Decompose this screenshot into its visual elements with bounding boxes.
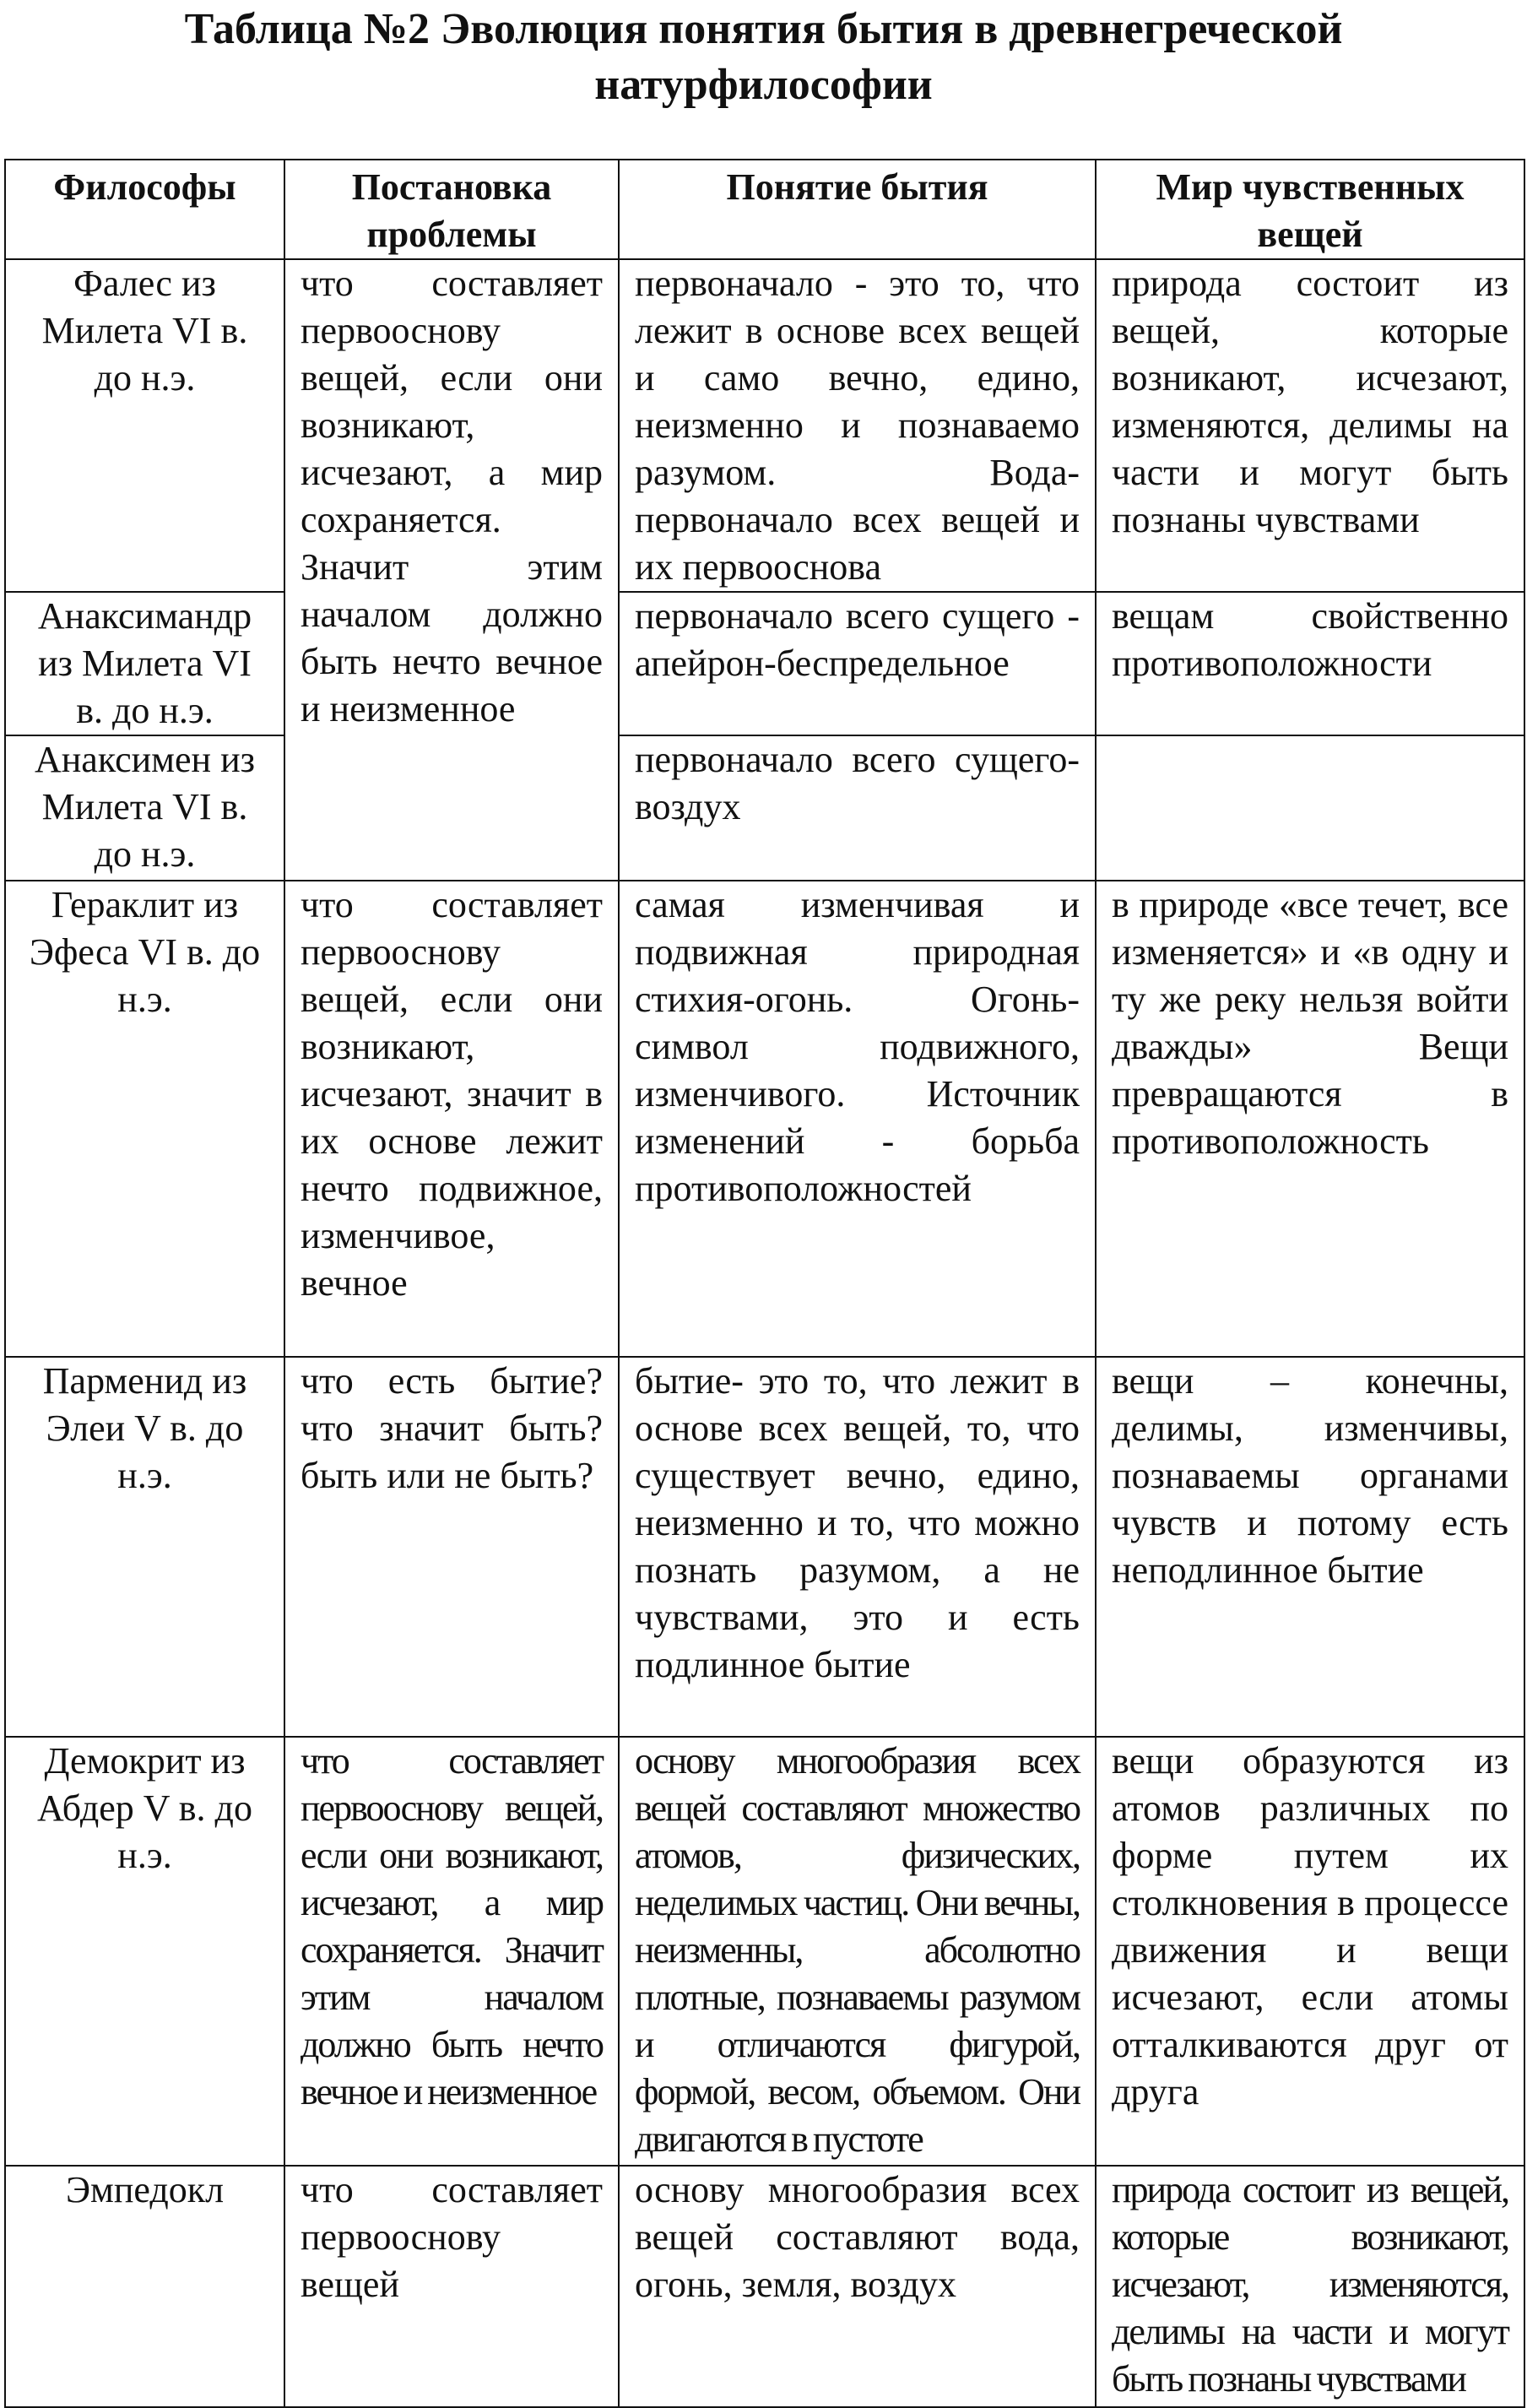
table-row xyxy=(5,259,1524,592)
problem-cell: что составляет первооснову вещей xyxy=(284,2166,619,2407)
being-cell: основу многообразия всех вещей составляют множество атомов, физических, неделимых частиц. Они вечны, неизменны, абсолютно плотные, познаваемы разумом и отличаются фигурой, формой, весом, объемом. Они двигаются в пустоте xyxy=(619,1737,1096,2166)
world-cell: вещам свойственно противоположности xyxy=(1096,592,1524,735)
page-title xyxy=(0,2,1527,113)
title-line-1: Таблица №2 Эволюция понятия бытия в древнегреческой xyxy=(184,5,1343,53)
header-problem: Постановка проблемы xyxy=(284,160,619,259)
problem-cell: что составляет первооснову вещей, если они возникают, исчезают, значит в их основе лежит нечто подвижное, изменчивое, вечное xyxy=(284,881,619,1357)
problem-cell: что есть бытие? что значит быть? быть или не быть? xyxy=(284,1357,619,1737)
header-world: Мир чувственных вещей xyxy=(1096,160,1524,259)
title-line-2: натурфилософии xyxy=(594,61,933,109)
world-cell: природа состоит из вещей, которые возникают, исчезают, изменяются, делимы на части и могут быть познаны чувствами xyxy=(1096,259,1524,592)
philosopher-cell: Фалес из Милета VI в. до н.э. xyxy=(5,259,284,592)
table-row xyxy=(5,735,1524,881)
world-cell: природа состоит из вещей, которые возникают, исчезают, изменяются, делимы на части и могут быть познаны чувствами xyxy=(1096,2166,1524,2407)
world-cell: вещи – конечны, делимы, изменчивы, познаваемы органами чувств и потому есть неподлинное бытие xyxy=(1096,1357,1524,1737)
being-cell: бытие- это то, что лежит в основе всех вещей, то, что существует вечно, едино, неизменно и то, что можно познать разумом, а не чувствами, это и есть подлинное бытие xyxy=(619,1357,1096,1737)
being-cell: первоначало всего сущего- воздух xyxy=(619,735,1096,881)
table-row xyxy=(5,2166,1524,2407)
being-cell: первоначало - это то, что лежит в основе всех вещей и само вечно, едино, неизменно и познаваемо разумом. Вода- первоначало всех вещей и их первооснова xyxy=(619,259,1096,592)
table-row xyxy=(5,592,1524,735)
world-cell xyxy=(1096,735,1524,881)
problem-cell: что составляет первооснову вещей, если они возникают, исчезают, а мир сохраняется. Значит этим началом должно быть нечто вечное и неизменное xyxy=(284,1737,619,2166)
being-cell: самая изменчивая и подвижная природная стихия-огонь. Огонь-символ подвижного, изменчивого. Источник изменений - борьба противоположностей xyxy=(619,881,1096,1357)
philosopher-cell: Анаксимен из Милета VI в. до н.э. xyxy=(5,735,284,881)
table-row xyxy=(5,881,1524,1357)
being-cell: первоначало всего сущего - апейрон-беспредельное xyxy=(619,592,1096,735)
philosopher-cell: Парменид из Элеи V в. до н.э. xyxy=(5,1357,284,1737)
world-cell: вещи образуются из атомов различных по форме путем их столкновения в процессе движения и вещи исчезают, если атомы отталкиваются друг от друга xyxy=(1096,1737,1524,2166)
philosopher-cell: Гераклит из Эфеса VI в. до н.э. xyxy=(5,881,284,1357)
being-cell: основу многообразия всех вещей составляют вода, огонь, земля, воздух xyxy=(619,2166,1096,2407)
table-row xyxy=(5,1357,1524,1737)
table-row xyxy=(5,1737,1524,2166)
header-being: Понятие бытия xyxy=(619,160,1096,259)
header-row xyxy=(5,160,1524,259)
philosopher-cell: Анаксимандр из Милета VI в. до н.э. xyxy=(5,592,284,735)
problem-cell: что составляет первооснову вещей, если они возникают, исчезают, а мир сохраняется. Значит этим началом должно быть нечто вечное и неизменное xyxy=(284,259,619,881)
philosopher-cell: Эмпедокл xyxy=(5,2166,284,2407)
header-philosophers: Философы xyxy=(5,160,284,259)
philosopher-cell: Демокрит из Абдер V в. до н.э. xyxy=(5,1737,284,2166)
philosophy-table xyxy=(4,159,1525,2408)
world-cell: в природе «все течет, все изменяется» и «в одну и ту же реку нельзя войти дважды» Вещи превращаются в противоположность xyxy=(1096,881,1524,1357)
